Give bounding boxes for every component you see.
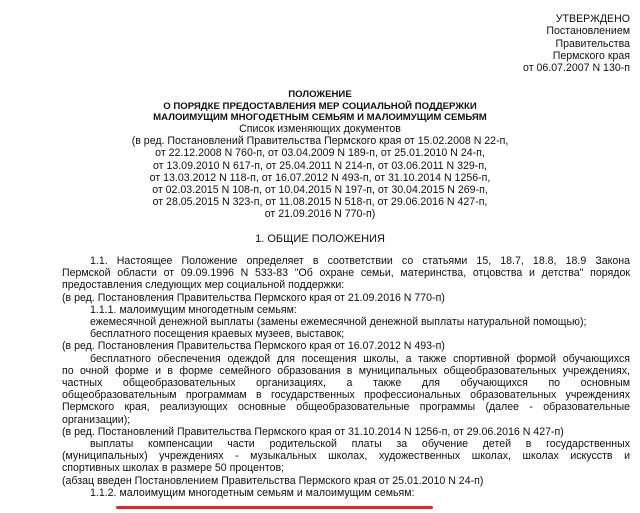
body-line: Пермской области от 09.09.1996 N 533-83 "Об охране семьи, материнства, отцовства и детства" порядок	[62, 267, 630, 280]
approval-line: Постановлением	[546, 25, 630, 38]
body-line: организации);	[62, 413, 131, 426]
approval-line: от 06.07.2007 N 130-п	[523, 62, 630, 75]
approval-line: Правительства	[555, 37, 630, 50]
amendment-line: от 21.09.2016 N 770-п)	[264, 208, 376, 221]
amendments-list	[0, 123, 640, 221]
red-underline-annotation	[116, 506, 433, 509]
approval-stamp	[523, 13, 630, 74]
body-line: 1.1. Настоящее Положение определяет в соответствии со статьями 15, 18.7, 18.8, 18.9 Закона	[90, 255, 630, 267]
body-line: Пермского края, реализующих основные общеобразовательные программы (далее - образовательные	[62, 401, 630, 414]
amendments-heading: Список изменяющих документов	[239, 123, 401, 135]
body-line: предоставления следующих мер социальной поддержки:	[62, 279, 345, 292]
amendment-line: от 22.12.2008 N 760-п, от 03.04.2009 N 189-п, от 25.01.2010 N 24-п,	[155, 147, 485, 160]
body-line: общеобразовательным программам в государственных профессиональных образовательных учреждениях	[62, 389, 630, 402]
amendment-line: от 13.09.2010 N 617-п, от 25.04.2011 N 214-п, от 03.06.2011 N 329-п,	[153, 159, 487, 172]
approval-line: Пермского края	[552, 49, 630, 62]
revision-note: (в ред. Постановления Правительства Пермского края от 16.07.2012 N 493-п)	[62, 340, 445, 353]
body-line: спортивных школах в размере 50 процентов;	[62, 462, 285, 475]
body-line: частных общеобразовательных организациях, а также для обучающихся по основным	[62, 377, 630, 390]
title-line: ПОЛОЖЕНИЕ	[288, 89, 352, 100]
item-heading: 1.1.1. малоимущим многодетным семьям:	[90, 303, 297, 316]
amendment-line: от 13.03.2012 N 118-п, от 16.07.2012 N 493-п, от 31.10.2014 N 1256-п,	[149, 171, 491, 184]
item-heading-highlighted: 1.1.2. малоимущим многодетным семьям и малоимущим семьям:	[90, 486, 415, 499]
body-line: ежемесячной денежной выплаты (замены ежемесячной денежной выплаты натуральной помощью);	[90, 316, 587, 329]
amendment-line: от 28.05.2015 N 323-п, от 11.08.2015 N 518-п, от 29.06.2016 N 427-п,	[152, 196, 488, 209]
body-line: по очной форме и в форме семейного образования в муниципальных общеобразовательных учреждениях,	[62, 364, 630, 377]
amendment-line: от 02.03.2015 N 108-п, от 10.04.2015 N 197-п, от 30.04.2015 N 269-п,	[152, 184, 488, 197]
title-line: МАЛОИМУЩИМ МНОГОДЕТНЫМ СЕМЬЯМ И МАЛОИМУЩИМ СЕМЬЯМ	[153, 112, 487, 124]
revision-note: (в ред. Постановления Правительства Пермского края от 21.09.2016 N 770-п)	[62, 291, 445, 304]
body-line: бесплатного обеспечения одеждой для посещения школы, а также спортивной формой обучающихся	[90, 352, 630, 365]
approval-line: УТВЕРЖДЕНО	[555, 13, 630, 25]
amendment-line: (в ред. Постановлений Правительства Пермского края от 15.02.2008 N 22-п,	[131, 135, 509, 148]
body-line: выплаты компенсации части родительской платы за обучение детей в государственных	[90, 438, 630, 451]
body-line: (муниципальных) учреждениях - музыкальных школах, художественных школах, школах искусств и	[62, 450, 630, 463]
body-line: бесплатного посещения краевых музеев, выставок;	[90, 328, 345, 341]
revision-note: (абзац введен Постановлением Правительства Пермского края от 25.01.2010 N 24-п)	[62, 474, 484, 487]
revision-note: (в ред. Постановлений Правительства Пермского края от 31.10.2014 N 1256-п, от 29.06.2016 N 427-п)	[62, 425, 564, 438]
document-title	[0, 89, 640, 124]
section-heading: 1. ОБЩИЕ ПОЛОЖЕНИЯ	[255, 233, 385, 245]
title-line: О ПОРЯДКЕ ПРЕДОСТАВЛЕНИЯ МЕР СОЦИАЛЬНОЙ ПОДДЕРЖКИ	[163, 100, 477, 112]
document-body	[62, 255, 630, 499]
